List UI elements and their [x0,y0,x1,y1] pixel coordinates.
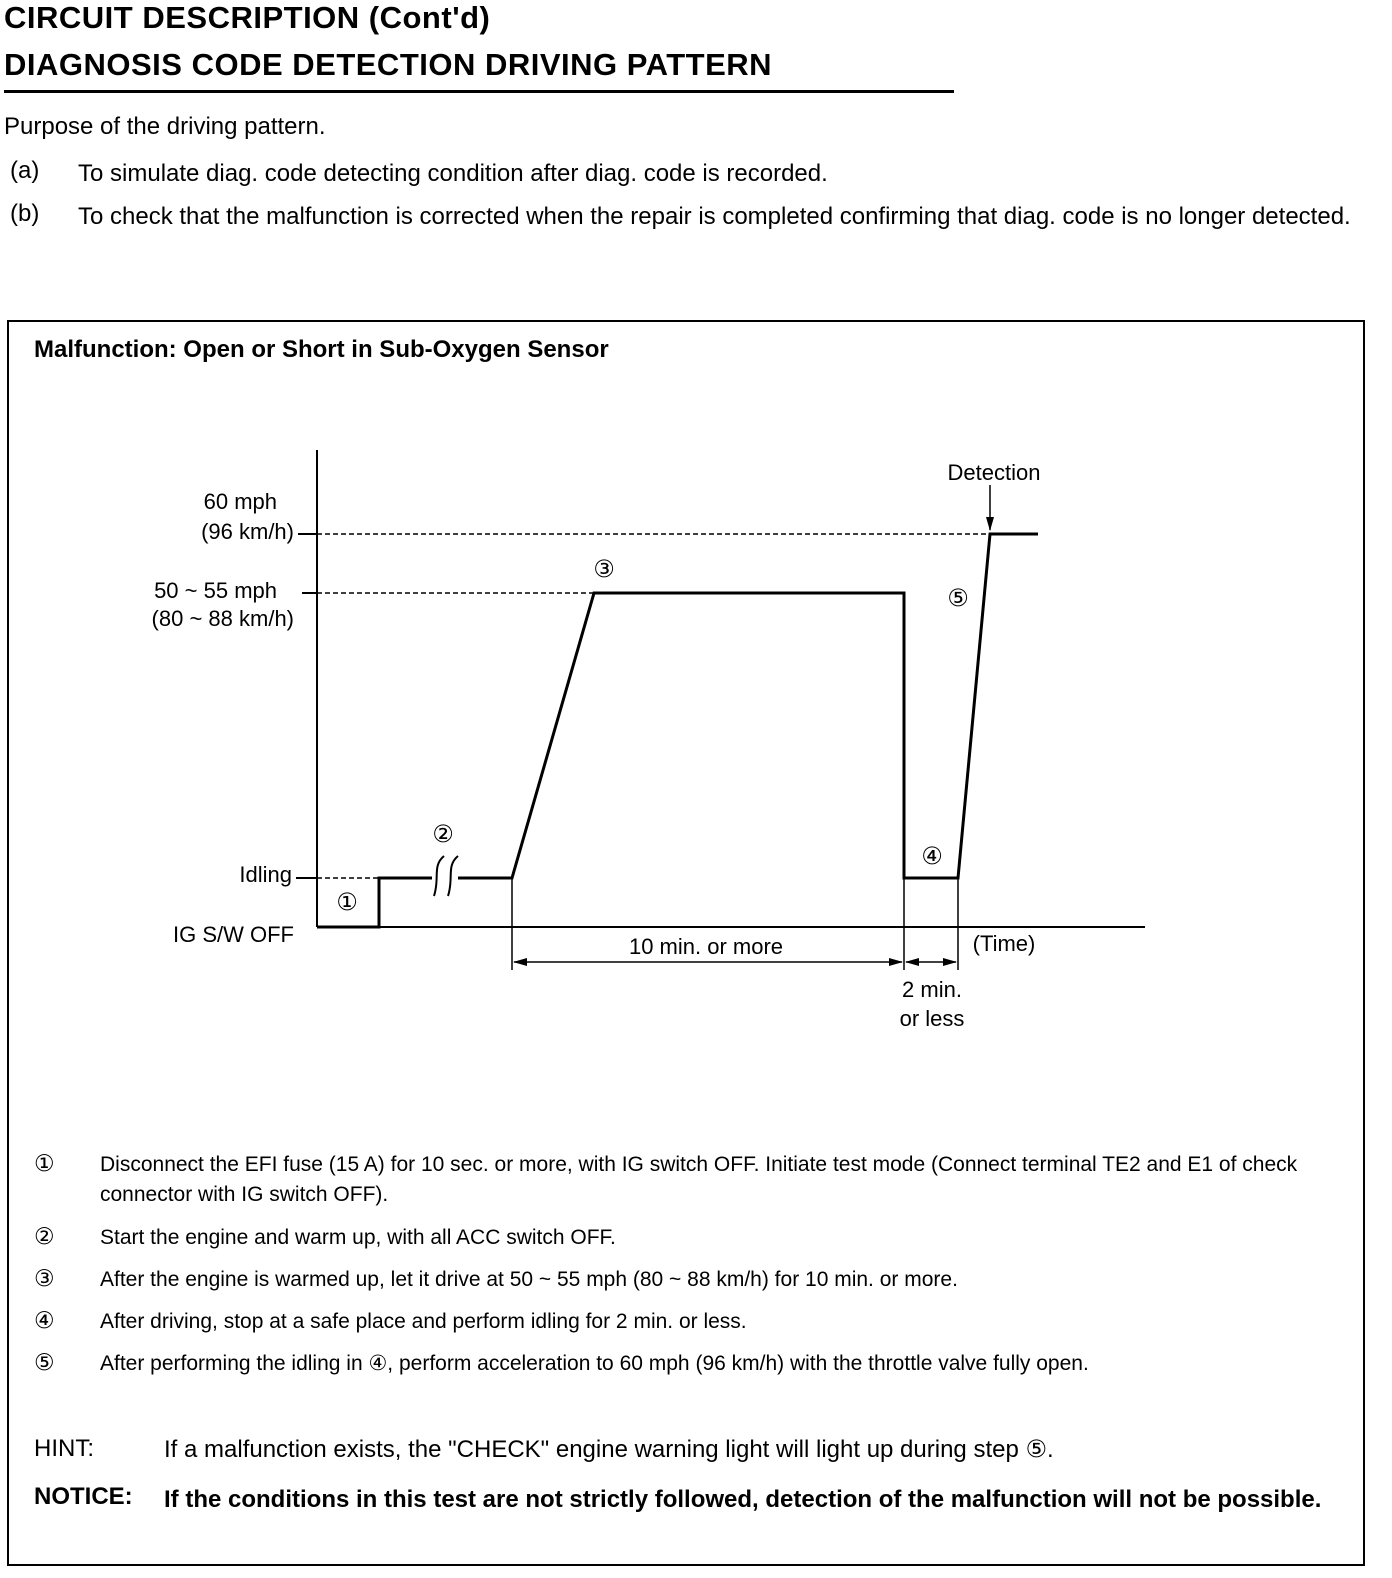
step-number: ③ [34,1265,55,1291]
step-text: Start the engine and warm up, with all ACC switch OFF. [100,1226,616,1249]
break-mark [448,856,458,896]
break-mark [434,856,444,896]
purpose-item-text: To simulate diag. code detecting condition after diag. code is recorded. [78,160,828,187]
duration-10min: 10 min. or more [628,934,784,959]
step-number: ④ [34,1307,55,1333]
marker-step-3: ③ [593,556,615,583]
label-idling: Idling [239,862,292,887]
malfunction-title: Malfunction: Open or Short in Sub-Oxygen Sensor [34,336,609,363]
marker-step-1: ① [336,889,358,916]
step-number: ② [34,1223,55,1249]
marker-step-5: ⑤ [947,585,969,612]
purpose-item-label: (a) [10,157,40,184]
hint-label: HINT: [34,1435,94,1462]
purpose-item-label: (b) [10,200,40,227]
purpose-intro: Purpose of the driving pattern. [4,113,326,140]
trace-start [317,878,432,927]
step-text: After driving, stop at a safe place and perform idling for 2 min. or less. [100,1310,747,1333]
notice-label: NOTICE: [34,1483,133,1510]
label-96kmh: (96 km/h) [201,519,294,544]
marker-step-4: ④ [921,843,943,870]
hint-text: If a malfunction exists, the "CHECK" engine warning light will light up during step ⑤. [164,1436,1054,1463]
step-text: After the engine is warmed up, let it drive at 50 ~ 55 mph (80 ~ 88 km/h) for 10 min. or more. [100,1268,958,1291]
marker-step-2: ② [432,821,454,848]
section-title: DIAGNOSIS CODE DETECTION DRIVING PATTERN [4,47,773,82]
duration-2min-a: 2 min. [902,977,962,1002]
step-text: After performing the idling in ④, perform acceleration to 60 mph (96 km/h) with the throttle valve fully open. [100,1352,1089,1375]
duration-2min-b: or less [899,1006,965,1031]
label-50-55mph: 50 ~ 55 mph [154,578,277,603]
step-number: ① [34,1150,55,1176]
detection-label: Detection [947,460,1041,485]
label-80-88kmh: (80 ~ 88 km/h) [151,606,294,631]
time-label: (Time) [972,931,1036,956]
notice-text: If the conditions in this test are not strictly followed, detection of the malfunction will not be possible. [164,1486,1322,1513]
step-text: Disconnect the EFI fuse (15 A) for 10 sec. or more, with IG switch OFF. Initiate test mode (Connect terminal TE2 and E1 of check connector with IG switch OFF). [100,1153,1298,1206]
page-title: CIRCUIT DESCRIPTION (Cont'd) [4,0,491,35]
label-60mph: 60 mph [203,489,277,514]
label-ig-off: IG S/W OFF [173,922,294,947]
purpose-item-text: To check that the malfunction is corrected when the repair is completed confirming that diag. code is no longer detected. [78,203,1351,230]
step-number: ⑤ [34,1349,55,1375]
